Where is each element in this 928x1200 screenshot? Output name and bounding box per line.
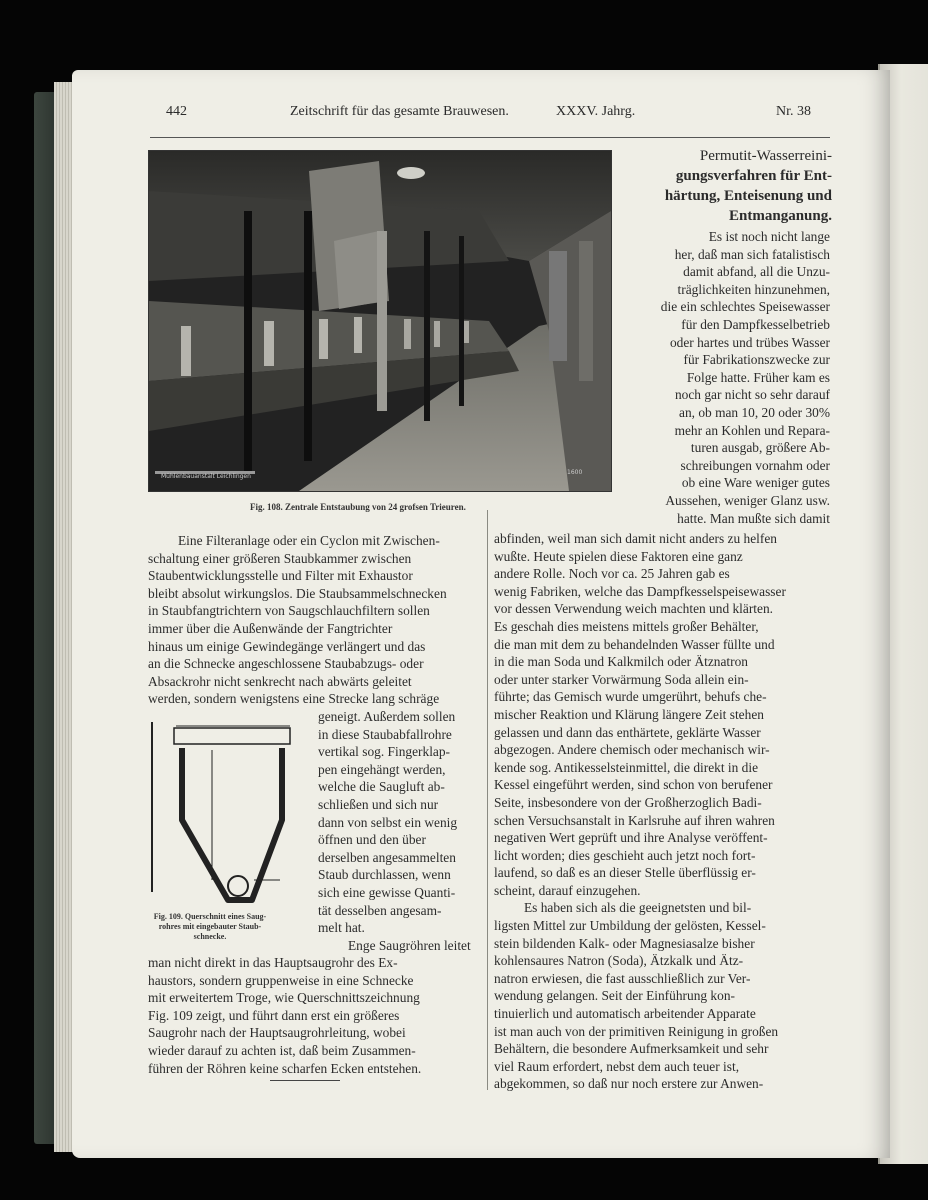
text-line: die man mit dem zu behandelnden Wasser füllte und: [494, 636, 775, 652]
text-line: natron erwiesen, die fast ausschließlich zur Ver-: [494, 970, 751, 986]
text-line: führen der Röhren keine scharfen Ecken entstehen.: [148, 1060, 422, 1076]
text-line: Fig. 109 zeigt, und führt dann erst ein größeres: [148, 1007, 400, 1023]
text-line: für Fabrikationszwecke zur: [683, 352, 830, 368]
text-line: abfinden, weil man sich damit nicht anders zu helfen: [494, 531, 777, 546]
text-line: kende sog. Antikesselsteinmittel, die direkt in die: [494, 759, 759, 775]
text-line: turen ausgab, größere Ab-: [690, 440, 830, 456]
text-line: schen Versuchsanstalt in Karlsruhe auf ihren wahren: [494, 812, 775, 828]
text-line: derselben angesammelten: [318, 849, 456, 865]
text-line: mit erweitertem Troge, wie Querschnittszeichnung: [148, 990, 420, 1006]
text-line: hatte. Man mußte sich damit: [677, 510, 830, 526]
figure-109-caption-line: rohres mit eingebauter Staub-: [158, 922, 262, 931]
text-line: Folge hatte. Früher kam es: [686, 369, 830, 385]
journal-title: Zeitschrift für das gesamte Brauwesen.: [290, 104, 509, 119]
text-line: Es haben sich als die geeignetsten und bil-: [524, 900, 752, 916]
section-end-rule: [270, 1080, 340, 1081]
text-line: schließen und sich nur: [318, 796, 439, 812]
left-column-beside-figure: [318, 708, 480, 954]
text-line: bleibt absolut wirkungslos. Die Staubsammelschnecken: [148, 585, 447, 601]
text-line: an, ob man 10, 20 oder 30%: [679, 404, 830, 420]
article-title: [636, 146, 832, 226]
text-line: in Staubfangtrichtern von Saugschlauchfiltern sollen: [148, 603, 430, 619]
text-line: gelassen und dann das enthärtete, geklärte Wasser: [494, 724, 761, 740]
text-line: tinuierlich und automatisch arbeitender Apparate: [494, 1006, 756, 1022]
text-line: mischer Reaktion und Klärung längere Zeit stehen: [494, 706, 764, 722]
text-line: stein bildenden Kalk- oder Magnesiasalze bisher: [494, 935, 755, 951]
text-line: Absackrohr nicht senkrecht nach abwärts geleitet: [148, 673, 412, 689]
text-line: damit abfand, all die Unzu-: [683, 264, 830, 280]
text-line: vor dessen Verwendung weich machten und klärten.: [494, 601, 774, 617]
text-line: öffnen und den über: [318, 832, 426, 848]
text-line: vertikal sog. Fingerklap-: [318, 744, 451, 760]
text-line: Enge Saugröhren leitet: [348, 937, 471, 953]
left-column-bottom: [148, 954, 480, 1077]
text-line: in diese Staubabfallrohre: [318, 726, 452, 742]
text-line: melt hat.: [318, 920, 365, 936]
text-line: oder unter starker Vorwärmung Soda allein ein-: [494, 671, 749, 687]
suction-pipe-cross-section: [148, 720, 296, 906]
dust-extraction-hall-illustration: [149, 151, 611, 491]
text-line: pen eingehängt werden,: [318, 761, 446, 777]
text-line: Seite, insbesondere von der Großherzoglich Badi-: [494, 794, 762, 810]
text-line: Es ist noch nicht lange: [708, 229, 830, 244]
text-line: man nicht direkt in das Hauptsaugrohr des Ex-: [148, 955, 398, 970]
figure-109-caption-line: schnecke.: [193, 932, 227, 941]
text-line: noch gar nicht so sehr darauf: [674, 387, 830, 403]
text-line: schreibungen vornahm oder: [680, 457, 830, 473]
text-line: Kessel eingeführt werden, sind schon von berufener: [494, 777, 773, 793]
text-line: Eine Filteranlage oder ein Cyclon mit Zwischen-: [178, 533, 440, 548]
photo-label-right: 1600: [567, 469, 583, 476]
text-line: werden, sondern wenigstens eine Strecke lang schräge: [148, 691, 440, 707]
text-line: Staubentwicklungsstelle und Filter mit Exhaustor: [148, 568, 413, 584]
text-line: sich eine gewisse Quanti-: [318, 884, 456, 900]
text-line: ist man auch von der primitiven Reinigung in großen: [494, 1023, 779, 1039]
text-line: wenig Fabriken, welche das Dampfkesselspeisewasser: [494, 583, 786, 599]
article-title-line: Permutit-Wasserreini-: [699, 148, 832, 164]
text-line: andere Rolle. Noch vor ca. 25 Jahren gab es: [494, 566, 730, 582]
figure-109-caption-line: Fig. 109. Querschnitt eines Saug-: [153, 912, 267, 921]
header-rule: [150, 137, 830, 138]
text-line: träglichkeiten hinzunehmen,: [677, 281, 830, 297]
text-line: dann von selbst ein wenig: [318, 814, 458, 830]
text-line: abgezogen. Andere chemisch oder mechanisch wir-: [494, 742, 770, 758]
text-line: immer über die Außenwände der Fangtrichter: [148, 620, 393, 636]
article-title-line: gungsverfahren für Ent-: [675, 168, 832, 184]
text-line: haustors, sondern gruppenweise in eine Schnecke: [148, 972, 414, 988]
text-line: hinaus um einige Gewindegänge verlängert und das: [148, 638, 426, 654]
figure-108-caption: Fig. 108. Zentrale Entstaubung von 24 grofsen Trieuren.: [250, 502, 466, 512]
figure-108-photo: [148, 150, 612, 492]
text-line: Behältern, die besondere Aufmerksamkeit und sehr: [494, 1041, 769, 1057]
article-title-line: Entmanganung.: [729, 208, 832, 224]
left-column-top: [148, 532, 480, 708]
text-line: die ein schlechtes Speisewasser: [660, 299, 830, 315]
text-line: wendung gelangen. Seit der Einführung kon-: [494, 988, 735, 1004]
text-line: scheint, darauf einzugehen.: [494, 882, 641, 898]
photo-label-left: Mühlenbauanstalt Leichlingen: [161, 473, 251, 480]
volume-label: XXXV. Jahrg.: [556, 104, 636, 119]
page-number: 442: [166, 104, 187, 119]
text-line: ligsten Mittel zur Umbildung der gelösten, Kessel-: [494, 918, 766, 934]
text-line: geneigt. Außerdem sollen: [318, 709, 456, 724]
text-line: tät desselben angesam-: [318, 902, 442, 918]
column-divider: [487, 510, 488, 1090]
figure-109-diagram: [148, 720, 296, 906]
text-line: Staub durchlassen, wenn: [318, 867, 451, 883]
text-line: licht worden; dies geschieht auch jetzt noch fort-: [494, 847, 756, 863]
text-line: mehr an Kohlen und Repara-: [674, 422, 830, 438]
right-column-main: [494, 530, 828, 1093]
text-line: her, daß man sich fatalistisch: [674, 246, 830, 262]
text-line: wieder darauf zu achten ist, daß beim Zusammen-: [148, 1042, 416, 1058]
text-line: schaltung einer größeren Staubkammer zwischen: [148, 550, 412, 566]
text-line: negativen Wert geprüft und ihre Analyse veröffent-: [494, 830, 768, 846]
text-line: Saugrohr nach der Hauptsaugrohrleitung, wobei: [148, 1025, 406, 1041]
text-line: für den Dampfkesselbetrieb: [681, 316, 830, 332]
text-line: wußte. Heute spielen diese Faktoren eine ganz: [494, 548, 743, 564]
article-title-line: härtung, Enteisenung und: [664, 188, 832, 204]
text-line: führte; das Gemisch wurde umgerührt, behufs che-: [494, 689, 767, 705]
text-line: viel Raum erfordert, nebst dem auch teuer ist,: [494, 1058, 740, 1074]
text-line: welche die Saugluft ab-: [318, 779, 445, 795]
text-line: Es geschah dies meistens mittels großer Behälter,: [494, 618, 759, 634]
text-line: in die man Soda und Kalkmilch oder Ätznatron: [494, 654, 748, 670]
text-line: an die Schnecke angeschlossene Staubabzugs- oder: [148, 656, 424, 672]
text-line: ob eine Ware weniger gutes: [681, 475, 830, 491]
issue-number: Nr. 38: [776, 104, 811, 119]
text-line: abgekommen, so daß nur noch erstere zur Anwen-: [494, 1076, 764, 1092]
text-line: kohlensaures Natron (Soda), Ätzkalk und Ätz-: [494, 953, 744, 969]
right-column-intro: [640, 228, 830, 527]
figure-109-caption: [148, 912, 272, 942]
text-line: laufend, so daß es an dieser Stelle überflüssig er-: [494, 865, 756, 881]
text-line: Aussehen, weniger Glanz usw.: [665, 492, 830, 508]
text-line: oder hartes und trübes Wasser: [669, 334, 830, 350]
